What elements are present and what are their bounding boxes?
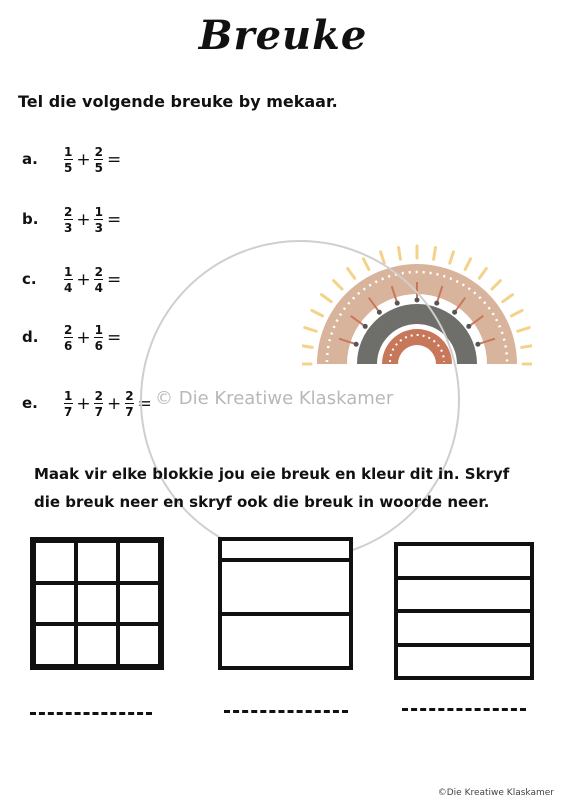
sun-ray xyxy=(479,269,486,279)
denominator: 6 xyxy=(94,339,103,353)
box-row[interactable] xyxy=(398,643,530,677)
numerator: 2 xyxy=(64,323,73,337)
box-row[interactable] xyxy=(222,612,349,666)
watermark-text: © Die Kreatiwe Klaskamer xyxy=(155,388,394,409)
fraction xyxy=(94,146,104,174)
numerator: 2 xyxy=(94,389,103,403)
copyright-text: ©Die Kreatiwe Klaskamer xyxy=(437,788,554,798)
fraction xyxy=(124,390,134,418)
sun-ray xyxy=(503,295,513,302)
grid-cell[interactable] xyxy=(118,583,160,625)
pin-head xyxy=(452,310,457,315)
fraction-expression xyxy=(62,318,123,358)
plus-sign: + xyxy=(76,150,91,170)
denominator: 5 xyxy=(94,161,103,175)
denominator: 7 xyxy=(94,405,103,419)
pin-head xyxy=(434,301,439,306)
box-row[interactable] xyxy=(222,541,349,558)
denominator: 7 xyxy=(125,405,134,419)
numerator: 1 xyxy=(64,389,73,403)
fraction-expression xyxy=(62,260,123,300)
denominator: 7 xyxy=(64,405,73,419)
grid-cell[interactable] xyxy=(76,583,118,625)
denominator: 4 xyxy=(64,281,73,295)
fraction xyxy=(63,206,73,234)
fraction-box-grid xyxy=(30,537,164,670)
denominator: 5 xyxy=(64,161,73,175)
problem-letter: e. xyxy=(22,394,38,412)
answer-line-1[interactable] xyxy=(30,712,152,715)
shading-instruction: Maak vir elke blokkie jou eie breuk en kleur dit in. Skryf die breuk neer en skryf ook die breuk in woorde neer. xyxy=(34,465,510,511)
answer-line-2[interactable] xyxy=(224,710,348,713)
box-row[interactable] xyxy=(398,576,530,610)
pin-head xyxy=(475,342,480,347)
numerator: 2 xyxy=(94,145,103,159)
numerator: 1 xyxy=(94,323,103,337)
sun-ray xyxy=(522,346,532,348)
plus-sign: + xyxy=(76,210,91,230)
grid-cell[interactable] xyxy=(76,541,118,583)
answer-line-3[interactable] xyxy=(402,708,526,711)
box-row[interactable] xyxy=(398,609,530,643)
fraction xyxy=(63,266,73,294)
fraction xyxy=(63,390,73,418)
worksheet-title: Breuke xyxy=(198,12,368,59)
box-row[interactable] xyxy=(222,558,349,612)
numerator: 2 xyxy=(64,205,73,219)
fraction xyxy=(63,324,73,352)
numerator: 1 xyxy=(64,265,73,279)
sun-ray xyxy=(518,328,529,332)
equals-sign: = xyxy=(106,270,122,290)
plus-sign: + xyxy=(76,328,91,348)
problem-letter: b. xyxy=(22,210,39,228)
denominator: 3 xyxy=(64,221,73,235)
plus-sign: + xyxy=(76,270,91,290)
grid-cell[interactable] xyxy=(34,541,76,583)
sun-ray xyxy=(399,247,401,259)
sun-ray xyxy=(511,310,522,315)
denominator: 3 xyxy=(94,221,103,235)
problem-letter: d. xyxy=(22,328,39,346)
addition-instruction: Tel die volgende breuke by mekaar. xyxy=(18,92,338,111)
problem-letter: a. xyxy=(22,150,38,168)
problem-letter: c. xyxy=(22,270,37,288)
fraction xyxy=(63,146,73,174)
equals-sign: = xyxy=(106,328,122,348)
equals-sign: = xyxy=(137,394,152,414)
numerator: 1 xyxy=(94,205,103,219)
numerator: 2 xyxy=(94,265,103,279)
grid-cell[interactable] xyxy=(34,624,76,666)
fraction xyxy=(94,206,104,234)
denominator: 4 xyxy=(94,281,103,295)
sun-ray xyxy=(465,259,470,270)
fraction-box-thirds xyxy=(218,537,353,670)
plus-sign: + xyxy=(76,394,91,414)
grid-cell[interactable] xyxy=(76,624,118,666)
numerator: 1 xyxy=(64,145,73,159)
fraction xyxy=(94,390,104,418)
fraction-expression xyxy=(62,200,123,240)
grid-cell[interactable] xyxy=(34,583,76,625)
numerator: 2 xyxy=(125,389,134,403)
equals-sign: = xyxy=(106,150,122,170)
sun-ray xyxy=(450,252,454,263)
pin-head xyxy=(466,324,471,329)
denominator: 6 xyxy=(64,339,73,353)
plus-sign: + xyxy=(106,394,122,414)
grid-cell[interactable] xyxy=(118,541,160,583)
fraction-expression xyxy=(62,140,123,180)
grid-cell[interactable] xyxy=(118,624,160,666)
sun-ray xyxy=(492,281,500,289)
fraction xyxy=(94,324,104,352)
fraction-box-quarters xyxy=(394,542,534,680)
sun-ray xyxy=(434,247,436,259)
equals-sign: = xyxy=(106,210,122,230)
fraction xyxy=(94,266,104,294)
box-row[interactable] xyxy=(398,546,530,576)
